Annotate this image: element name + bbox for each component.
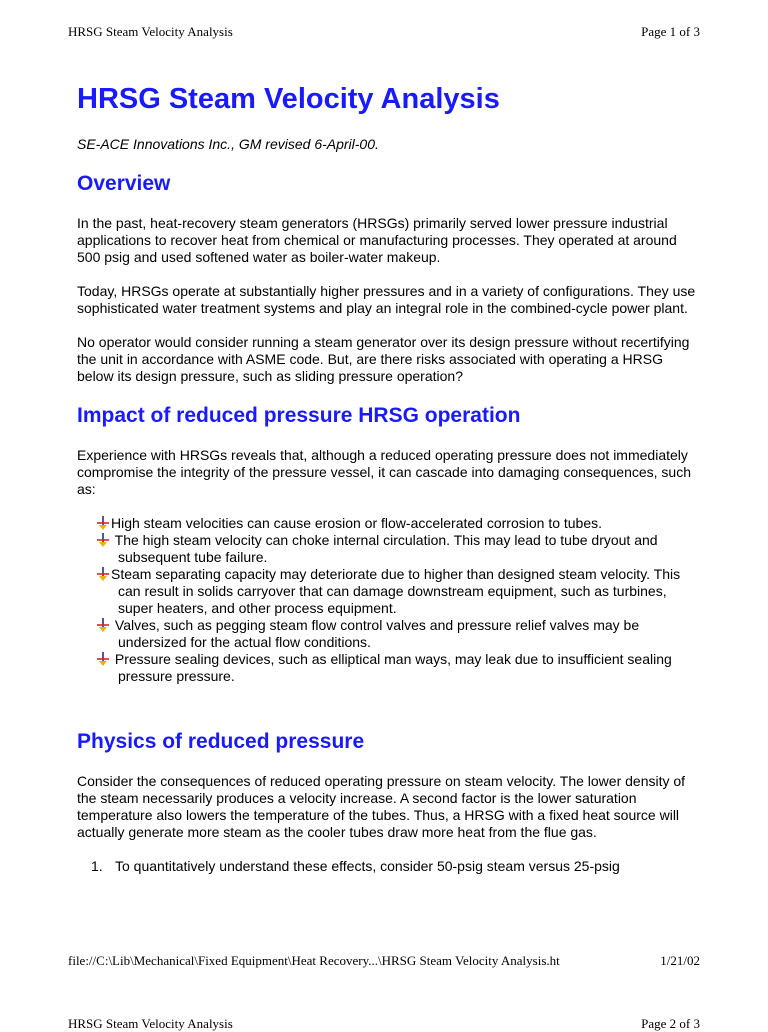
list-number: 1. xyxy=(91,858,103,874)
list-item xyxy=(77,651,697,685)
page-footer xyxy=(68,953,700,969)
list-item xyxy=(77,858,697,875)
overview-heading: Overview xyxy=(77,172,171,195)
page-title: HRSG Steam Velocity Analysis xyxy=(77,83,500,115)
page-content xyxy=(77,81,697,875)
footer-file-path: file://C:\Lib\Mechanical\Fixed Equipment\Heat Recovery...\HRSG Steam Velocity Analysis.ht xyxy=(68,953,560,968)
bullet-text: Steam separating capacity may deteriorate due to higher than designed steam velocity. This can result in solids carryover that can damage downstream equipment, such as turbines, super heaters, and other process equipment. xyxy=(111,566,681,616)
physics-heading: Physics of reduced pressure xyxy=(77,730,365,753)
bullet-text: The high steam velocity can choke internal circulation. This may lead to tube dryout and subsequent tube failure. xyxy=(111,532,658,565)
impact-intro: Experience with HRSGs reveals that, although a reduced operating pressure does not immediately compromise the integrity of the pressure vessel, it can cascade into damaging consequences, such as: xyxy=(77,447,691,497)
header-title: HRSG Steam Velocity Analysis xyxy=(68,24,233,39)
list-item xyxy=(77,566,697,617)
bullet-text: High steam velocities can cause erosion or flow-accelerated corrosion to tubes. xyxy=(111,515,603,531)
bullet-arrow-icon xyxy=(95,533,111,547)
bullet-arrow-icon xyxy=(95,618,111,632)
bullet-text: Pressure sealing devices, such as elliptical man ways, may leak due to insufficient sealing pressure pressure. xyxy=(111,651,672,684)
footer-date: 1/21/02 xyxy=(660,953,700,968)
page-header xyxy=(68,24,700,40)
bullet-arrow-icon xyxy=(95,516,111,530)
bullet-arrow-icon xyxy=(95,567,111,581)
next-header-page-number: Page 2 of 3 xyxy=(641,1016,700,1031)
overview-paragraph-1: In the past, heat-recovery steam generators (HRSGs) primarily served lower pressure industrial applications to recover heat from chemical or manufacturing processes. They operated at around 500 psig and used softened water as boiler-water makeup. xyxy=(77,215,677,265)
impact-bullet-list xyxy=(77,515,697,685)
bullet-arrow-icon xyxy=(95,652,111,666)
list-item xyxy=(77,532,697,566)
document-subtitle: SE-ACE Innovations Inc., GM revised 6-April-00. xyxy=(77,136,379,152)
list-item xyxy=(77,515,697,532)
header-page-number: Page 1 of 3 xyxy=(641,24,700,39)
list-item-text: To quantitatively understand these effects, consider 50-psig steam versus 25-psig xyxy=(115,858,620,874)
physics-numbered-list xyxy=(77,858,697,875)
next-header-title: HRSG Steam Velocity Analysis xyxy=(68,1016,233,1031)
overview-paragraph-2: Today, HRSGs operate at substantially higher pressures and in a variety of configurations. They use sophisticated water treatment systems and play an integral role in the combined-cycle power plant. xyxy=(77,283,696,316)
overview-paragraph-3: No operator would consider running a steam generator over its design pressure without recertifying the unit in accordance with ASME code. But, are there risks associated with operating a HRSG below its design pressure, such as sliding pressure operation? xyxy=(77,334,690,384)
bullet-text: Valves, such as pegging steam flow control valves and pressure relief valves may be undersized for the actual flow conditions. xyxy=(111,617,640,650)
list-item xyxy=(77,617,697,651)
impact-heading: Impact of reduced pressure HRSG operation xyxy=(77,404,521,427)
physics-paragraph: Consider the consequences of reduced operating pressure on steam velocity. The lower density of the steam necessarily produces a velocity increase. A second factor is the lower saturation temperature also lowers the temperature of the tubes. Thus, a HRSG with a fixed heat source will actually generate more steam as the cooler tubes draw more heat from the flue gas. xyxy=(77,773,686,840)
next-page-header xyxy=(68,1016,700,1032)
